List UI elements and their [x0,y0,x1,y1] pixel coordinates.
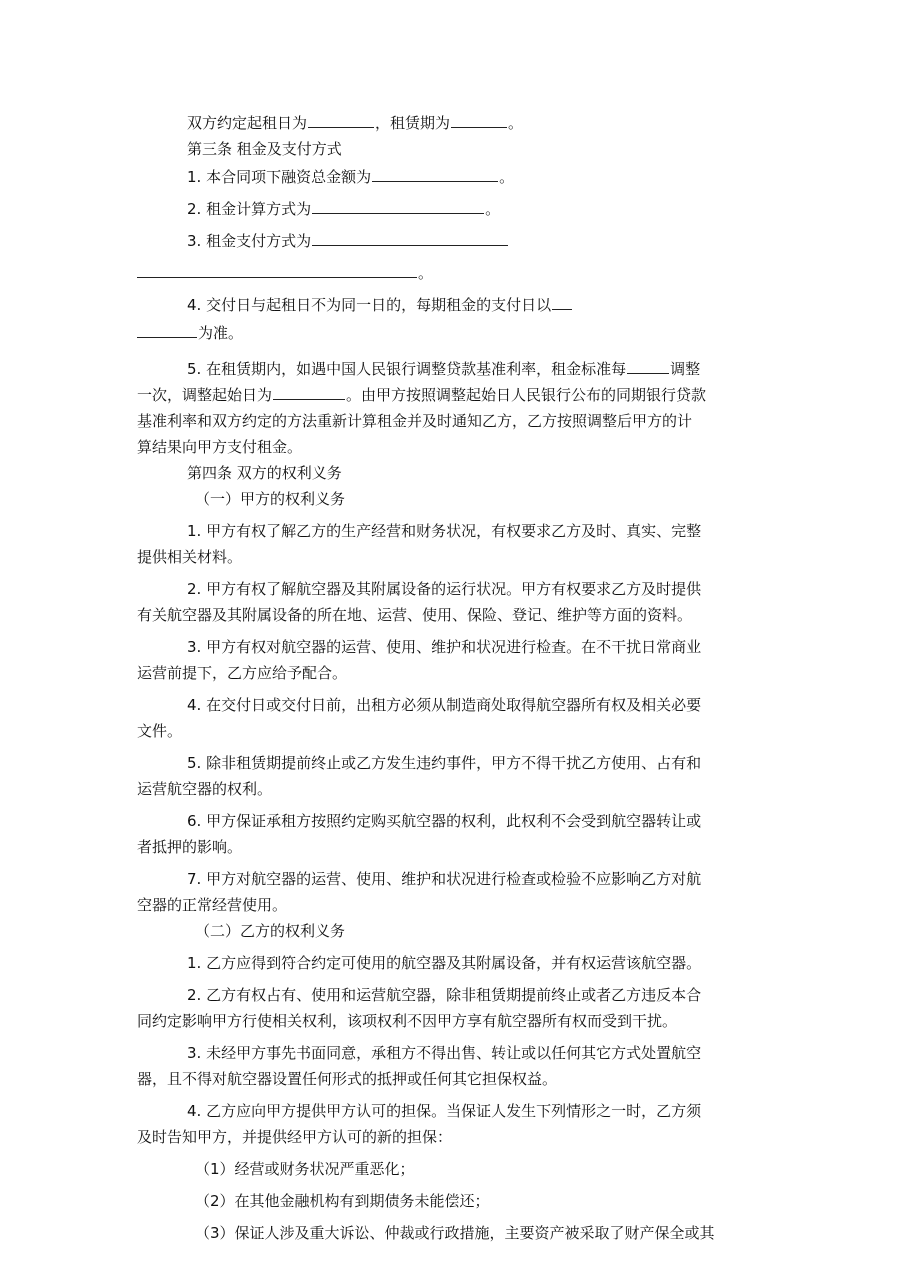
fill-blank [308,111,374,128]
paragraph-line: 2. 甲方有权了解航空器及其附属设备的运行状况。甲方有权要求乙方及时提供 [187,580,702,598]
paragraph-line: 2. 乙方有权占有、使用和运营航空器，除非租赁期提前终止或者乙方违反本合 [187,986,702,1004]
paragraph-line: 6. 甲方保证承租方按照约定购买航空器的权利，此权利不会受到航空器转让或 [187,812,702,830]
paragraph-line: 及时告知甲方，并提供经甲方认可的新的担保： [137,1128,453,1146]
paragraph-line: 算结果向甲方支付租金。 [137,438,303,456]
paragraph-line: 4. 乙方应向甲方提供甲方认可的担保。当保证人发生下列情形之一时，乙方须 [187,1102,702,1120]
paragraph-line [137,260,770,286]
paragraph-line: 者抵押的影响。 [137,838,243,856]
text: 4. 交付日与起租日不为同一日的，每期租金的支付日以 [187,296,552,314]
fill-blank [372,165,498,182]
paragraph-line [137,356,770,382]
paragraph-line: 同约定影响甲方行使相关权利，该项权利不因甲方享有航空器所有权而受到干扰。 [137,1012,678,1030]
fill-blank [552,293,572,310]
text: 。由甲方按照调整起始日人民银行公布的同期银行贷款 [346,386,707,404]
list-item: （1）经营或财务状况严重恶化； [195,1160,415,1178]
paragraph-line [137,164,770,190]
section-heading [137,136,770,162]
text: 2. 租金计算方式为 [187,200,312,218]
paragraph-line: 5. 除非租赁期提前终止或乙方发生违约事件，甲方不得干扰乙方使用、占有和 [187,754,702,772]
fill-blank [273,383,345,400]
paragraph-line [137,382,770,408]
paragraph-line: 3. 未经甲方事先书面同意，承租方不得出售、转让或以任何其它方式处置航空 [187,1044,702,1062]
paragraph-line: 运营航空器的权利。 [137,780,273,798]
section-heading: 第四条 双方的权利义务 [187,464,342,482]
paragraph-line [137,292,770,318]
fill-blank [137,321,197,338]
paragraph-line: 7. 甲方对航空器的运营、使用、维护和状况进行检查或检验不应影响乙方对航 [187,870,702,888]
paragraph-line: 1. 乙方应得到符合约定可使用的航空器及其附属设备，并有权运营该航空器。 [187,954,702,972]
fill-blank [627,357,669,374]
fill-blank [312,229,508,246]
paragraph-line [137,110,770,136]
subsection-heading: （二）乙方的权利义务 [195,922,346,940]
paragraph-line: 4. 在交付日或交付日前，出租方必须从制造商处取得航空器所有权及相关必要 [187,696,702,714]
paragraph-line: 文件。 [137,722,183,740]
text: 5. 在租赁期内，如遇中国人民银行调整贷款基准利率，租金标准每 [187,360,627,378]
contract-page [137,110,770,1246]
text: 1. 本合同项下融资总金额为 [187,168,372,186]
paragraph-line [137,228,770,254]
text: 。 [418,264,434,282]
paragraph-line: 提供相关材料。 [137,548,243,566]
fill-blank [137,261,417,278]
paragraph-line [137,196,770,222]
text: 第三条 租金及支付方式 [187,140,342,158]
list-item: （3）保证人涉及重大诉讼、仲裁或行政措施，主要资产被采取了财产保全或其 [195,1224,715,1242]
paragraph-line: 3. 甲方有权对航空器的运营、使用、维护和状况进行检查。在不干扰日常商业 [187,638,702,656]
text: 一次，调整起始日为 [137,386,273,404]
paragraph-line: 空器的正常经营使用。 [137,896,288,914]
text: 。 [485,200,501,218]
text: 3. 租金支付方式为 [187,232,312,250]
text: ，租赁期为 [375,114,451,132]
text: 。 [508,114,524,132]
paragraph-line: 运营前提下，乙方应给予配合。 [137,664,348,682]
paragraph-line: 1. 甲方有权了解乙方的生产经营和财务状况，有权要求乙方及时、真实、完整 [187,522,702,540]
list-item: （2）在其他金融机构有到期债务未能偿还； [195,1192,490,1210]
text: 双方约定起租日为 [187,114,308,132]
paragraph-line [137,320,770,346]
text: 。 [499,168,515,186]
subsection-heading: （一）甲方的权利义务 [195,490,346,508]
paragraph-line: 器，且不得对航空器设置任何形式的抵押或任何其它担保权益。 [137,1070,558,1088]
fill-blank [312,197,484,214]
paragraph-line: 有关航空器及其附属设备的所在地、运营、使用、保险、登记、维护等方面的资料。 [137,606,693,624]
text: 为准。 [198,324,244,342]
fill-blank [451,111,507,128]
paragraph-line: 基准利率和双方约定的方法重新计算租金并及时通知乙方，乙方按照调整后甲方的计 [137,412,693,430]
text: 调整 [670,360,701,378]
